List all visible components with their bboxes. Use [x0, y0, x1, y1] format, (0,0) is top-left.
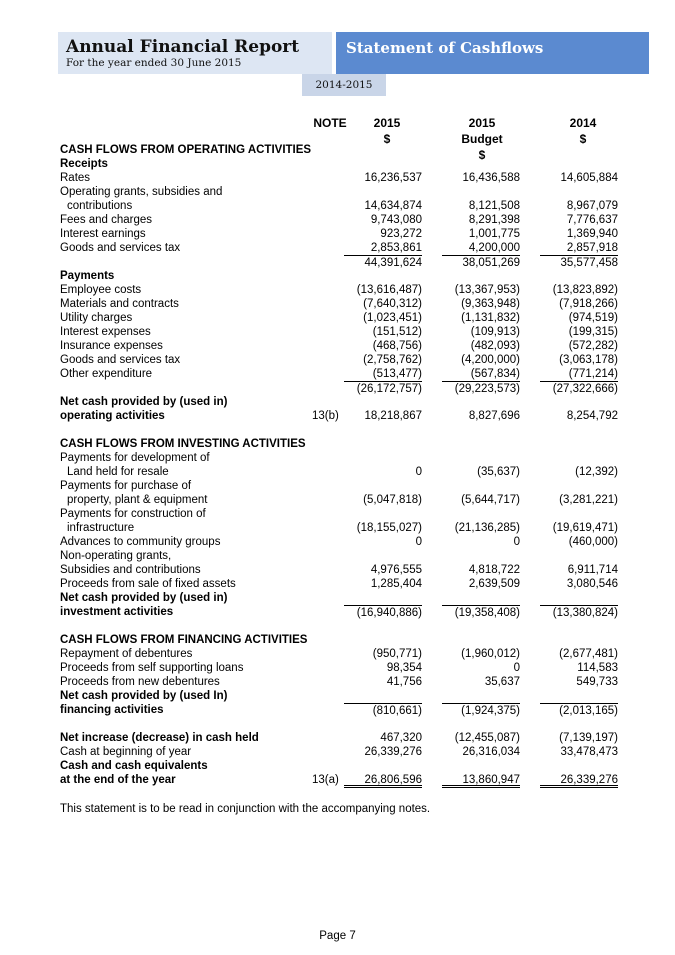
value-2015: 2,853,861 — [370, 242, 422, 254]
row-label: CASH FLOWS FROM FINANCING ACTIVITIES — [60, 634, 308, 646]
row-label: Cash at beginning of year — [60, 746, 192, 758]
table-row — [60, 269, 620, 283]
row-label: Land held for resale — [67, 466, 169, 478]
row-label: Rates — [60, 172, 91, 184]
value-2014: (771,214) — [568, 368, 618, 380]
table-row — [60, 395, 620, 409]
value-budget-2015: 2,639,509 — [468, 578, 520, 590]
col-budget-year: 2015 — [468, 116, 496, 130]
value-2014: 6,911,714 — [567, 564, 618, 576]
table-row — [60, 227, 620, 241]
value-budget-2015: 0 — [513, 662, 520, 674]
value-2015: (13,616,487) — [356, 284, 422, 296]
value-budget-2015: 0 — [513, 536, 520, 548]
value-2014: (2,677,481) — [559, 648, 618, 660]
value-2014: (19,619,471) — [552, 522, 618, 534]
value-budget-2015: (109,913) — [470, 326, 520, 338]
table-row — [60, 549, 620, 563]
table-row — [60, 157, 620, 171]
row-label: Interest expenses — [60, 326, 151, 338]
table-row — [60, 283, 620, 297]
value-2014: (3,063,178) — [559, 354, 618, 366]
value-2014: 549,733 — [576, 676, 618, 688]
row-label: Net cash provided by (used In) — [60, 690, 228, 702]
table-row — [60, 521, 620, 535]
table-row — [60, 479, 620, 493]
row-label: Materials and contracts — [60, 298, 179, 310]
value-2014: 3,080,546 — [566, 578, 618, 590]
table-row — [60, 661, 620, 675]
table-row — [60, 367, 620, 381]
value-budget-2015: 8,827,696 — [468, 410, 520, 422]
row-label: contributions — [67, 200, 133, 212]
table-row — [60, 577, 620, 591]
value-2014: 114,583 — [577, 662, 618, 674]
report-title: Annual Financial Report — [66, 37, 300, 57]
value-budget-2015: (482,093) — [470, 340, 520, 352]
table-row — [60, 185, 620, 199]
value-2015: (18,155,027) — [356, 522, 422, 534]
value-2015: (1,023,451) — [363, 312, 422, 324]
table-row — [60, 465, 620, 479]
table-row — [60, 199, 620, 213]
row-label: Net increase (decrease) in cash held — [60, 732, 259, 744]
page-number: Page 7 — [319, 930, 356, 942]
value-budget-2015: 16,436,588 — [462, 172, 520, 184]
table-row — [60, 689, 620, 703]
table-row — [60, 241, 620, 255]
value-2014: (199,315) — [568, 326, 618, 338]
value-2014: 8,967,079 — [566, 200, 618, 212]
value-budget-2015: (29,223,573) — [442, 381, 520, 395]
value-2014: 33,478,473 — [560, 746, 618, 758]
value-2015: 26,806,596 — [344, 773, 422, 788]
table-row — [60, 605, 620, 619]
value-2015: 16,236,537 — [364, 172, 422, 184]
row-label: CASH FLOWS FROM INVESTING ACTIVITIES — [60, 438, 306, 450]
table-row — [60, 591, 620, 605]
table-row — [60, 563, 620, 577]
col-2014-label: 2014 — [569, 116, 597, 130]
table-row — [60, 409, 620, 423]
table-row — [60, 493, 620, 507]
table-row — [60, 451, 620, 465]
table-row — [60, 773, 620, 787]
value-2015: 18,218,867 — [364, 410, 422, 422]
col-note-label: NOTE — [313, 116, 347, 130]
value-2014: 2,857,918 — [566, 242, 618, 254]
value-budget-2015: 4,818,722 — [468, 564, 520, 576]
value-2015: (950,771) — [372, 648, 422, 660]
value-budget-2015: (9,363,948) — [461, 298, 520, 310]
row-label: Utility charges — [60, 312, 133, 324]
row-label: CASH FLOWS FROM OPERATING ACTIVITIES — [60, 144, 312, 156]
row-label: Insurance expenses — [60, 340, 163, 352]
value-2014: (460,000) — [568, 536, 618, 548]
row-label: operating activities — [60, 410, 165, 422]
table-row — [60, 535, 620, 549]
table-row — [60, 171, 620, 185]
value-2014: (13,380,824) — [540, 605, 618, 619]
value-2014: (7,139,197) — [559, 732, 618, 744]
row-label: Goods and services tax — [60, 354, 181, 366]
value-budget-2015: 35,637 — [484, 676, 520, 688]
report-subtitle: For the year ended 30 June 2015 — [66, 57, 242, 69]
row-label: Cash and cash equivalents — [60, 760, 208, 772]
row-label: Receipts — [60, 158, 108, 170]
value-2014: (12,392) — [575, 466, 618, 478]
table-row — [60, 423, 620, 437]
table-row — [60, 339, 620, 353]
value-budget-2015: 8,121,508 — [468, 200, 520, 212]
value-2014: (13,823,892) — [552, 284, 618, 296]
row-label: Subsidies and contributions — [60, 564, 201, 576]
value-2014: 7,776,637 — [566, 214, 618, 226]
table-row — [60, 717, 620, 731]
col-2014-unit: $ — [579, 132, 587, 146]
table-row — [60, 703, 620, 717]
row-label: infrastructure — [67, 522, 135, 534]
value-budget-2015: 1,001,775 — [468, 228, 520, 240]
row-label: Operating grants, subsidies and — [60, 186, 223, 198]
value-2015: (468,756) — [372, 340, 422, 352]
value-budget-2015: 13,860,947 — [442, 773, 520, 788]
row-label: Net cash provided by (used in) — [60, 592, 228, 604]
value-2014: (7,918,266) — [559, 298, 618, 310]
row-label: Fees and charges — [60, 214, 153, 226]
value-2014: (572,282) — [568, 340, 618, 352]
value-budget-2015: (567,834) — [470, 368, 520, 380]
value-2014: (2,013,165) — [540, 703, 618, 717]
table-row — [60, 311, 620, 325]
value-2015: 9,743,080 — [370, 214, 422, 226]
table-row — [60, 353, 620, 367]
value-budget-2015: 8,291,398 — [468, 214, 520, 226]
value-2015: 98,354 — [386, 662, 422, 674]
value-budget-2015: (5,644,717) — [461, 494, 520, 506]
row-label: Interest earnings — [60, 228, 146, 240]
value-budget-2015: 4,200,000 — [468, 242, 520, 254]
table-row — [60, 731, 620, 745]
row-label: property, plant & equipment — [67, 494, 208, 506]
table-row — [60, 633, 620, 647]
table-row — [60, 647, 620, 661]
value-budget-2015: (35,637) — [477, 466, 520, 478]
value-2015: 14,634,874 — [364, 200, 422, 212]
row-label: Proceeds from new debentures — [60, 676, 220, 688]
year-tab-label: 2014-2015 — [315, 79, 373, 91]
value-budget-2015: 26,316,034 — [462, 746, 520, 758]
value-2014: 14,605,884 — [560, 172, 618, 184]
value-2015: 0 — [415, 466, 422, 478]
value-2014: (3,281,221) — [559, 494, 618, 506]
value-2015: (26,172,757) — [344, 381, 422, 395]
value-budget-2015: (21,136,285) — [454, 522, 520, 534]
value-budget-2015: (4,200,000) — [461, 354, 520, 366]
row-label: Non-operating grants, — [60, 550, 172, 562]
row-label: Net cash provided by (used in) — [60, 396, 228, 408]
row-note: 13(b) — [312, 410, 339, 422]
row-label: Payments — [60, 270, 115, 282]
value-budget-2015: 38,051,269 — [442, 255, 520, 269]
value-2015: (2,758,762) — [363, 354, 422, 366]
col-budget-unit: $ — [478, 148, 486, 162]
row-label: Payments for purchase of — [60, 480, 192, 492]
value-2015: (513,477) — [372, 368, 422, 380]
col-2015-label: 2015 — [373, 116, 401, 130]
col-budget-label: Budget — [461, 132, 503, 146]
col-2015-unit: $ — [383, 132, 391, 146]
value-budget-2015: (1,131,832) — [461, 312, 520, 324]
value-2015: (16,940,886) — [344, 605, 422, 619]
value-budget-2015: (12,455,087) — [454, 732, 520, 744]
row-label: Proceeds from self supporting loans — [60, 662, 244, 674]
row-label: Proceeds from sale of fixed assets — [60, 578, 236, 590]
value-budget-2015: (1,960,012) — [461, 648, 520, 660]
value-2014: 1,369,940 — [566, 228, 618, 240]
value-2015: 4,976,555 — [370, 564, 422, 576]
section-title: Statement of Cashflows — [346, 39, 544, 57]
value-2015: 923,272 — [380, 228, 422, 240]
value-2014: (27,322,666) — [540, 381, 618, 395]
footnote: This statement is to be read in conjunction with the accompanying notes. — [60, 803, 431, 815]
table-row — [60, 297, 620, 311]
value-2015: 0 — [415, 536, 422, 548]
row-label: at the end of the year — [60, 774, 176, 786]
table-row — [60, 437, 620, 451]
row-note: 13(a) — [312, 774, 339, 786]
value-2015: 41,756 — [386, 676, 422, 688]
table-row — [60, 507, 620, 521]
table-row — [60, 381, 620, 395]
row-label: Payments for construction of — [60, 508, 206, 520]
row-label: Other expenditure — [60, 368, 153, 380]
value-2015: (5,047,818) — [363, 494, 422, 506]
value-budget-2015: (19,358,408) — [442, 605, 520, 619]
value-2015: 1,285,404 — [370, 578, 422, 590]
value-2015: 26,339,276 — [364, 746, 422, 758]
row-label: financing activities — [60, 704, 164, 716]
value-budget-2015: (13,367,953) — [454, 284, 520, 296]
value-2015: (810,661) — [344, 703, 422, 717]
value-budget-2015: (1,924,375) — [442, 703, 520, 717]
table-row — [60, 619, 620, 633]
table-row — [60, 745, 620, 759]
row-label: Goods and services tax — [60, 242, 181, 254]
row-label: Advances to community groups — [60, 536, 221, 548]
table-row — [60, 213, 620, 227]
table-row — [60, 759, 620, 773]
value-2014: 26,339,276 — [540, 773, 618, 788]
value-2015: 467,320 — [380, 732, 422, 744]
table-row — [60, 255, 620, 269]
value-2014: (974,519) — [568, 312, 618, 324]
table-row — [60, 675, 620, 689]
table-row — [60, 325, 620, 339]
row-label: Payments for development of — [60, 452, 210, 464]
row-label: Employee costs — [60, 284, 142, 296]
value-2014: 35,577,458 — [540, 255, 618, 269]
value-2014: 8,254,792 — [566, 410, 618, 422]
table-row — [60, 143, 620, 157]
value-2015: (7,640,312) — [363, 298, 422, 310]
value-2015: (151,512) — [372, 326, 422, 338]
row-label: investment activities — [60, 606, 174, 618]
row-label: Repayment of debentures — [60, 648, 193, 660]
value-2015: 44,391,624 — [344, 255, 422, 269]
